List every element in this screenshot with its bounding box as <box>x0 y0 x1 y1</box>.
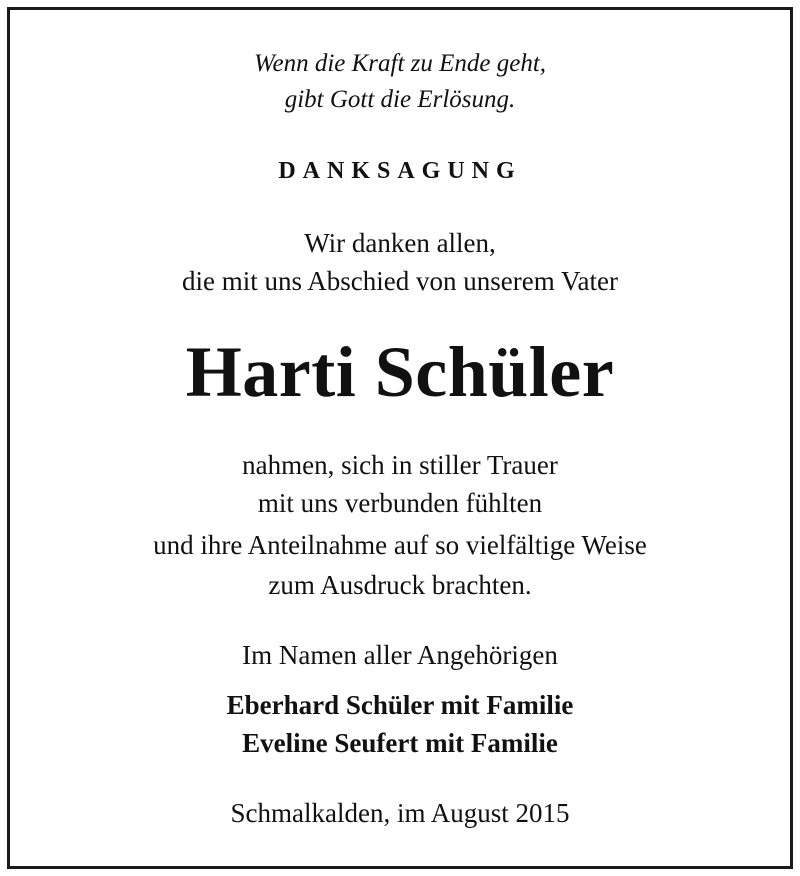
notice-heading: DANKSAGUNG <box>278 158 522 184</box>
motto-line-1: Wenn die Kraft zu Ende geht, <box>253 50 547 77</box>
deceased-name: Harti Schüler <box>185 332 615 412</box>
message-line-3: und ihre Anteilnahme auf so vielfältige Weise <box>153 530 647 560</box>
message-line-1: nahmen, sich in stiller Trauer <box>242 450 558 480</box>
signer-2: Eveline Seufert mit Familie <box>242 728 558 758</box>
message-line-4: zum Ausdruck brachten. <box>268 570 532 600</box>
place-date: Schmalkalden, im August 2015 <box>230 798 570 828</box>
closing-line: Im Namen aller Angehörigen <box>242 640 558 670</box>
message-line-2: mit uns verbunden fühlten <box>257 488 543 518</box>
motto-line-2: gibt Gott die Erlösung. <box>284 86 516 113</box>
signer-1: Eberhard Schüler mit Familie <box>226 690 574 720</box>
intro-line-2: die mit uns Abschied von unserem Vater <box>182 266 618 296</box>
intro-line-1: Wir danken allen, <box>304 228 496 258</box>
